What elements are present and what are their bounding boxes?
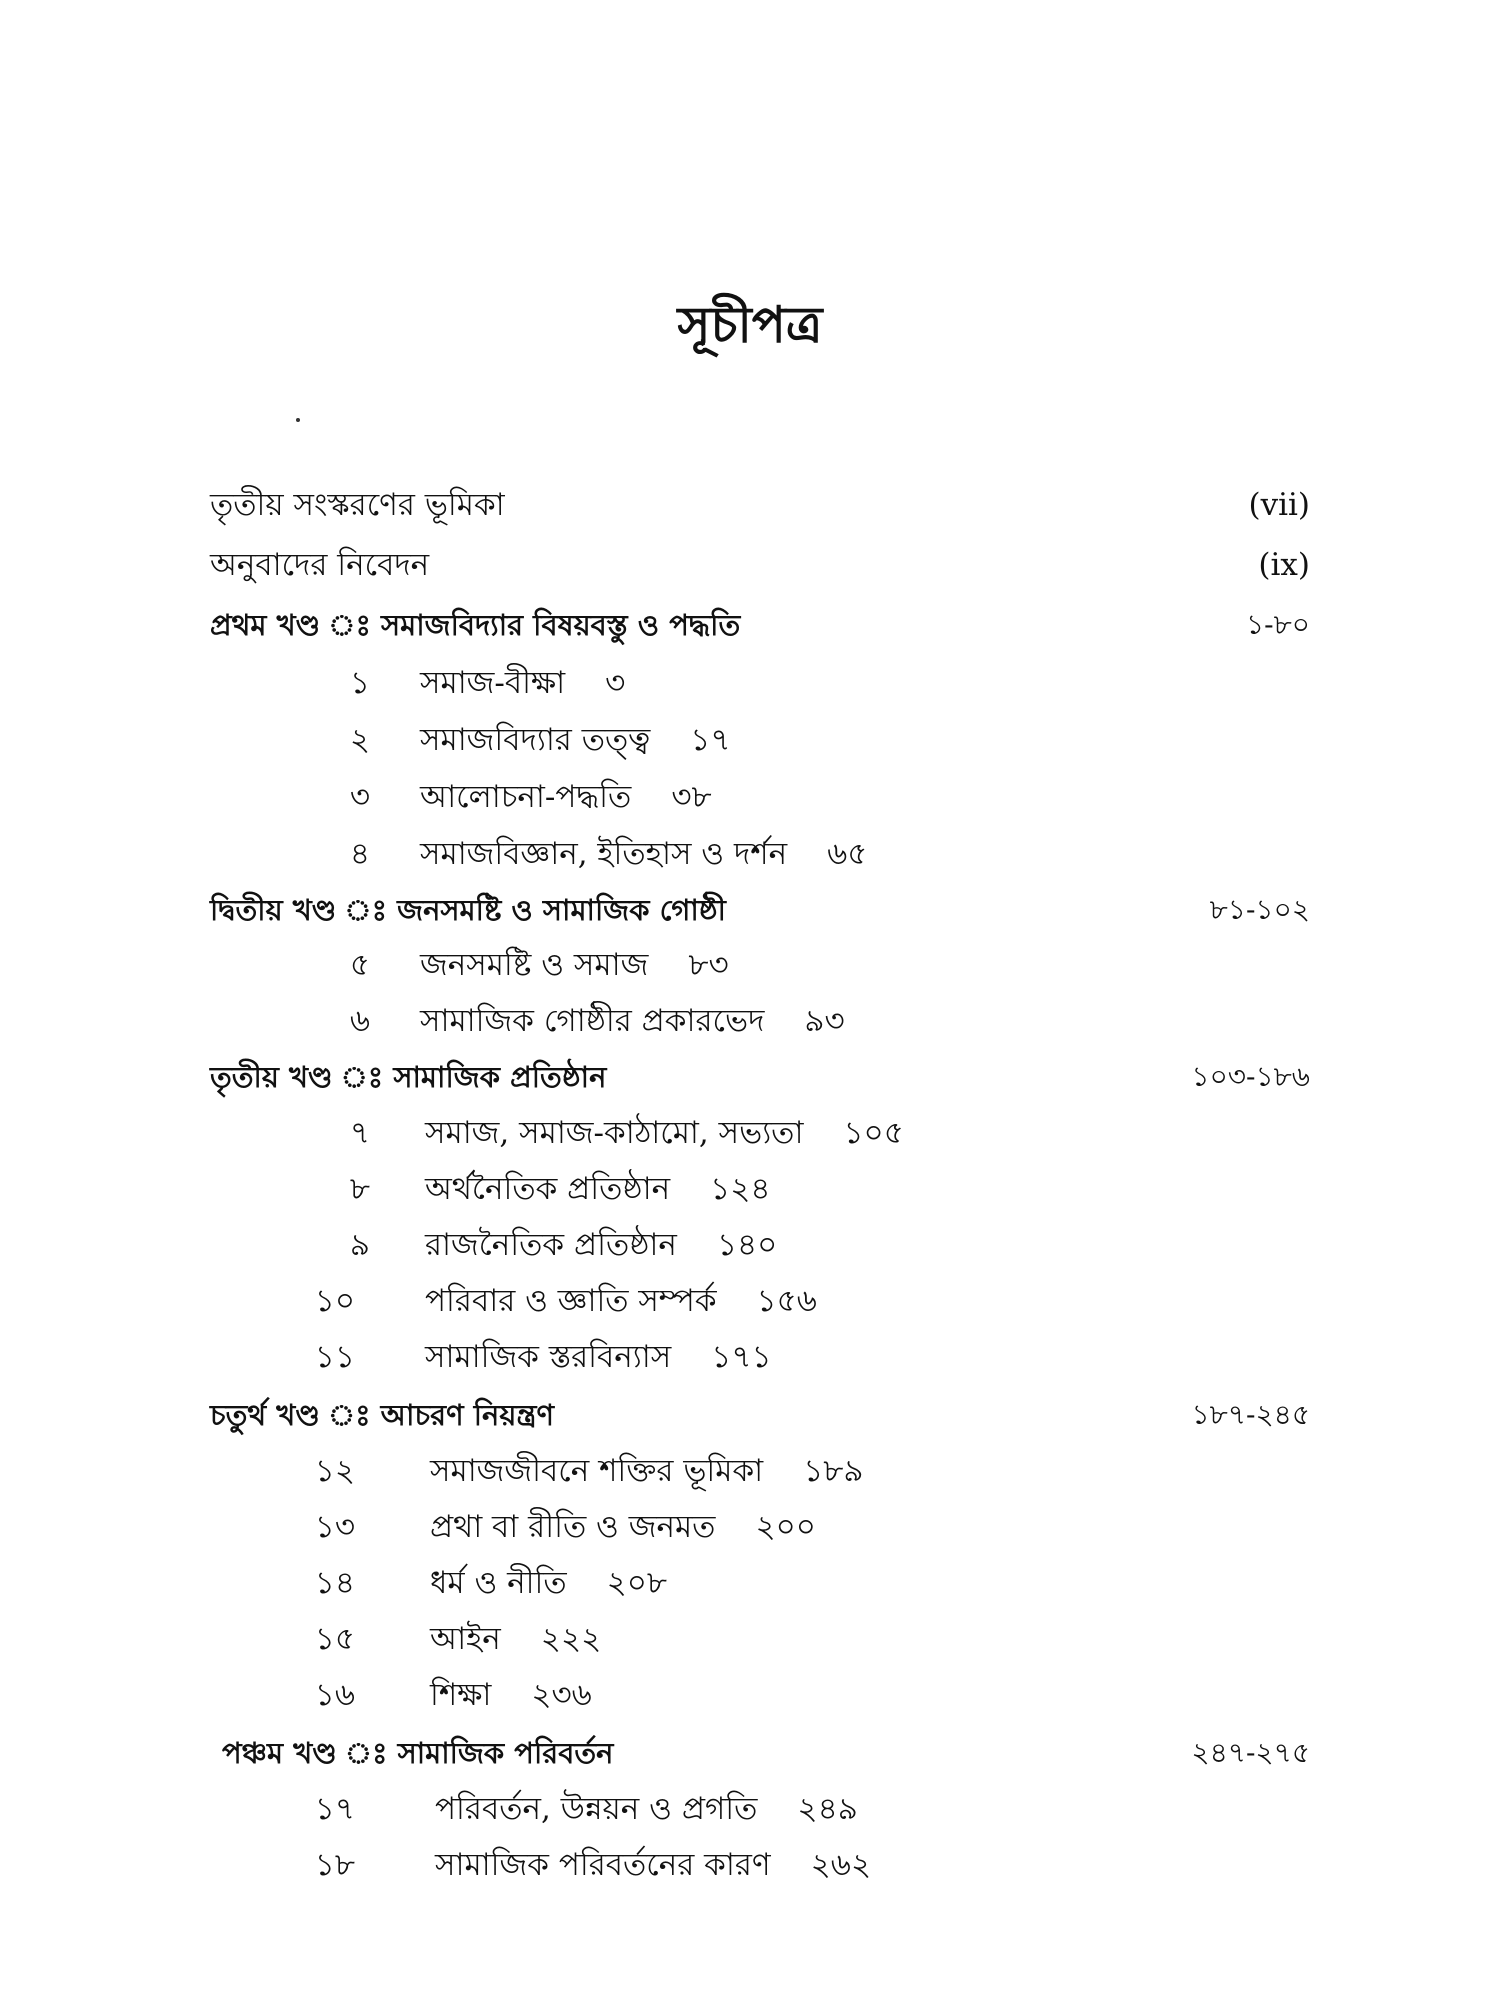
chapter-title: সামাজিক স্তরবিন্যাস <box>425 1339 672 1375</box>
toc-part-4[interactable] <box>210 1390 1310 1440</box>
chapter-page: ৮৩ <box>688 947 729 983</box>
chapter-page: ৬৫ <box>827 836 868 872</box>
part-label: পঞ্চম খণ্ড ঃ সামাজিক পরিবর্তন <box>222 1736 614 1770</box>
chapter-page: ১২৪ <box>710 1171 771 1207</box>
chapter-title: আলোচনা-পদ্ধতি <box>420 779 632 815</box>
toc-chapter-10[interactable] <box>210 1276 1310 1326</box>
chapter-page: ১৪০ <box>716 1227 778 1263</box>
toc-chapter-9[interactable] <box>210 1220 1310 1270</box>
toc-entry-preface[interactable] <box>210 480 1310 530</box>
chapter-title: সমাজবিজ্ঞান, ইতিহাস ও দর্শন <box>420 836 788 872</box>
chapter-title: অর্থনৈতিক প্রতিষ্ঠান <box>425 1171 671 1207</box>
entry-label: তৃতীয় সংস্করণের ভূমিকা <box>210 487 505 523</box>
chapter-number: ১৪ <box>314 1565 355 1601</box>
chapter-number: ৯ <box>349 1227 370 1263</box>
chapter-title: সামাজিক পরিবর্তনের কারণ <box>435 1847 771 1883</box>
toc-part-2[interactable] <box>210 885 1310 935</box>
entry-pages: (vii) <box>1248 487 1310 523</box>
part-pages: ১০৩-১৮৬ <box>1191 1060 1310 1093</box>
chapter-title: পরিবর্তন, উন্নয়ন ও প্রগতি <box>435 1791 758 1827</box>
chapter-page: ১৮৯ <box>803 1453 864 1489</box>
entry-pages: (ix) <box>1258 547 1310 583</box>
chapter-number: ১ <box>349 665 370 701</box>
toc-chapter-12[interactable] <box>210 1446 1310 1496</box>
chapter-page: ৩৮ <box>671 779 712 815</box>
part-label: প্রথম খণ্ড ঃ সমাজবিদ্যার বিষয়বস্তু ও পদ্ধতি <box>210 608 741 642</box>
toc-chapter-14[interactable] <box>210 1558 1310 1608</box>
toc-chapter-8[interactable] <box>210 1164 1310 1214</box>
chapter-title: রাজনৈতিক প্রতিষ্ঠান <box>425 1227 677 1263</box>
toc-chapter-15[interactable] <box>210 1614 1310 1664</box>
chapter-title: শিক্ষা <box>430 1677 492 1713</box>
chapter-number: ৮ <box>349 1171 370 1207</box>
toc-chapter-2[interactable] <box>210 715 1310 765</box>
part-label: তৃতীয় খণ্ড ঃ সামাজিক প্রতিষ্ঠান <box>210 1060 607 1094</box>
chapter-title: সামাজিক গোষ্ঠীর প্রকারভেদ <box>420 1003 765 1039</box>
chapter-title: আইন <box>430 1621 501 1657</box>
part-label: দ্বিতীয় খণ্ড ঃ জনসমষ্টি ও সামাজিক গোষ্ঠী <box>210 893 726 927</box>
toc-chapter-13[interactable] <box>210 1502 1310 1552</box>
chapter-page: ৩ <box>605 665 626 701</box>
toc-chapter-5[interactable] <box>210 940 1310 990</box>
toc-chapter-4[interactable] <box>210 829 1310 879</box>
chapter-title: প্রথা বা রীতি ও জনমত <box>430 1509 716 1545</box>
part-pages: ১৮৭-২৪৫ <box>1191 1398 1310 1431</box>
chapter-title: জনসমষ্টি ও সমাজ <box>420 947 649 983</box>
chapter-number: ১৫ <box>314 1621 355 1657</box>
stray-dot <box>296 418 300 422</box>
chapter-title: সমাজ-বীক্ষা <box>420 665 566 701</box>
entry-label: অনুবাদের নিবেদন <box>210 547 430 583</box>
part-pages: ২৪৭-২৭৫ <box>1191 1736 1310 1769</box>
chapter-number: ১৩ <box>314 1509 355 1545</box>
chapter-number: ৭ <box>349 1115 370 1151</box>
chapter-title: সমাজ, সমাজ-কাঠামো, সভ্যতা <box>425 1115 804 1151</box>
toc-chapter-3[interactable] <box>210 772 1310 822</box>
chapter-title: ধর্ম ও নীতি <box>430 1565 567 1601</box>
chapter-page: ২৬২ <box>810 1847 872 1883</box>
chapter-number: ১০ <box>314 1283 355 1319</box>
chapter-page: ২২২ <box>540 1621 602 1657</box>
chapter-page: ১০৫ <box>843 1115 904 1151</box>
chapter-number: ৫ <box>349 947 370 983</box>
chapter-page: ৯৩ <box>804 1003 845 1039</box>
chapter-number: ১২ <box>314 1453 355 1489</box>
part-pages: ৮১-১০২ <box>1209 893 1310 926</box>
toc-chapter-18[interactable] <box>210 1840 1310 1890</box>
toc-entry-translator-note[interactable] <box>210 540 1310 590</box>
chapter-title: পরিবার ও জ্ঞাতি সম্পর্ক <box>425 1283 717 1319</box>
chapter-number: ৩ <box>349 779 370 815</box>
toc-chapter-1[interactable] <box>210 658 1310 708</box>
chapter-page: ২৪৯ <box>797 1791 858 1827</box>
chapter-number: ১৮ <box>314 1847 355 1883</box>
toc-chapter-6[interactable] <box>210 996 1310 1046</box>
toc-part-1[interactable] <box>210 600 1310 650</box>
chapter-page: ১৭ <box>690 722 731 758</box>
chapter-page: ২৩৬ <box>531 1677 592 1713</box>
chapter-number: ১৭ <box>314 1791 355 1827</box>
chapter-title: সমাজজীবনে শক্তির ভূমিকা <box>430 1453 764 1489</box>
chapter-title: সমাজবিদ্যার তত্ত্ব <box>420 722 651 758</box>
toc-chapter-7[interactable] <box>210 1108 1310 1158</box>
chapter-page: ১৭১ <box>711 1339 772 1375</box>
toc-part-5[interactable] <box>210 1728 1310 1778</box>
toc-chapter-16[interactable] <box>210 1670 1310 1720</box>
page-title: সূচীপত্র <box>677 295 823 354</box>
chapter-number: ১১ <box>314 1339 355 1375</box>
part-label: চতুর্থ খণ্ড ঃ আচরণ নিয়ন্ত্রণ <box>210 1398 555 1432</box>
chapter-number: ৪ <box>349 836 370 872</box>
chapter-page: ১৫৬ <box>756 1283 817 1319</box>
chapter-page: ২০০ <box>755 1509 816 1545</box>
part-pages: ১-৮০ <box>1245 608 1310 641</box>
chapter-number: ৬ <box>349 1003 370 1039</box>
chapter-number: ২ <box>349 722 370 758</box>
toc-chapter-17[interactable] <box>210 1784 1310 1834</box>
chapter-number: ১৬ <box>314 1677 355 1713</box>
toc-chapter-11[interactable] <box>210 1332 1310 1382</box>
chapter-page: ২০৮ <box>606 1565 668 1601</box>
toc-part-3[interactable] <box>210 1052 1310 1102</box>
